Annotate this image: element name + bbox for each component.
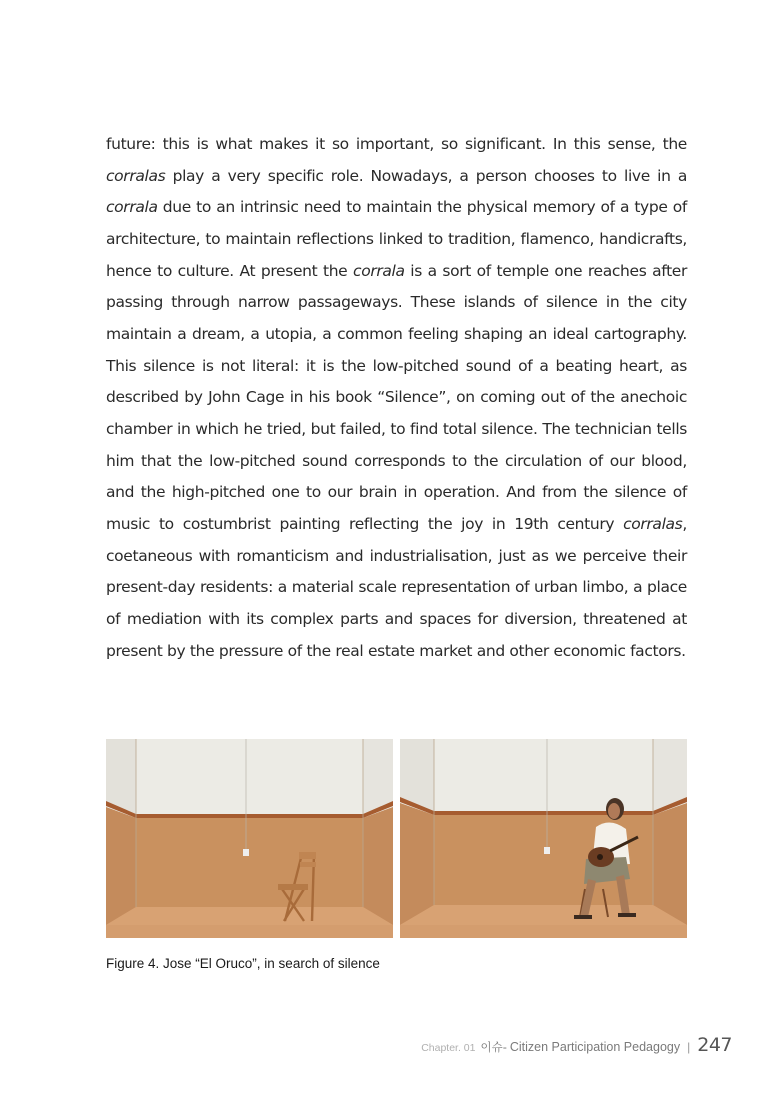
italic-term: corrala: [353, 261, 405, 280]
footer-chapter: Chapter. 01: [421, 1042, 476, 1054]
body-text-run: play a very specific role. Nowadays, a person chooses to live in a: [165, 166, 687, 185]
figure-caption: Figure 4. Jose “El Oruco”, in search of silence: [106, 956, 380, 971]
footer-book-title: Citizen Participation Pedagogy: [509, 1040, 681, 1054]
italic-term: corralas: [623, 514, 683, 533]
body-text-run: future: this is what makes it so important, so significant. In this sense, the: [106, 135, 687, 153]
footer-korean-label: 이슈-: [480, 1040, 507, 1054]
italic-term: corrala: [106, 198, 158, 217]
guitarist-room-image: [400, 739, 687, 938]
page-footer: [421, 1034, 732, 1056]
body-paragraph: [106, 129, 687, 667]
page-number: 247: [697, 1034, 732, 1056]
body-text-run: , coetaneous with romanticism and industrialisation, just as we perceive their present-day residents: a material scale representation of urban limbo, a place of mediation with its complex parts and spaces for diversion, threatened at present by the pressure of the real estate market and other economic factors.: [106, 514, 687, 660]
footer-separator: |: [687, 1040, 691, 1054]
empty-room-chair-image: [106, 739, 393, 938]
italic-term: corralas: [106, 166, 166, 185]
body-text-run: is a sort of temple one reaches after passing through narrow passageways. These islands of silence in the city maintain a dream, a utopia, a common feeling shaping an ideal cartography. This silence is not literal: it is the low-pitched sound of a beating heart, as described by John Cage in his book “Silence”, on coming out of the anechoic chamber in which he tried, but failed, to find total silence. The technician tells him that the low-pitched sound corresponds to the circulation of our blood, and the high-pitched one to our brain in operation. And from the silence of music to costumbrist painting reflecting the joy in 19th century: [106, 261, 687, 533]
body-text-run: due to an intrinsic need to maintain the physical memory of a type of architecture, to maintain reflections linked to tradition, flamenco, handicrafts, hence to culture. At present the: [106, 198, 687, 280]
figure-photo-empty-room: [106, 739, 393, 938]
figure-photo-guitarist: [400, 739, 687, 938]
